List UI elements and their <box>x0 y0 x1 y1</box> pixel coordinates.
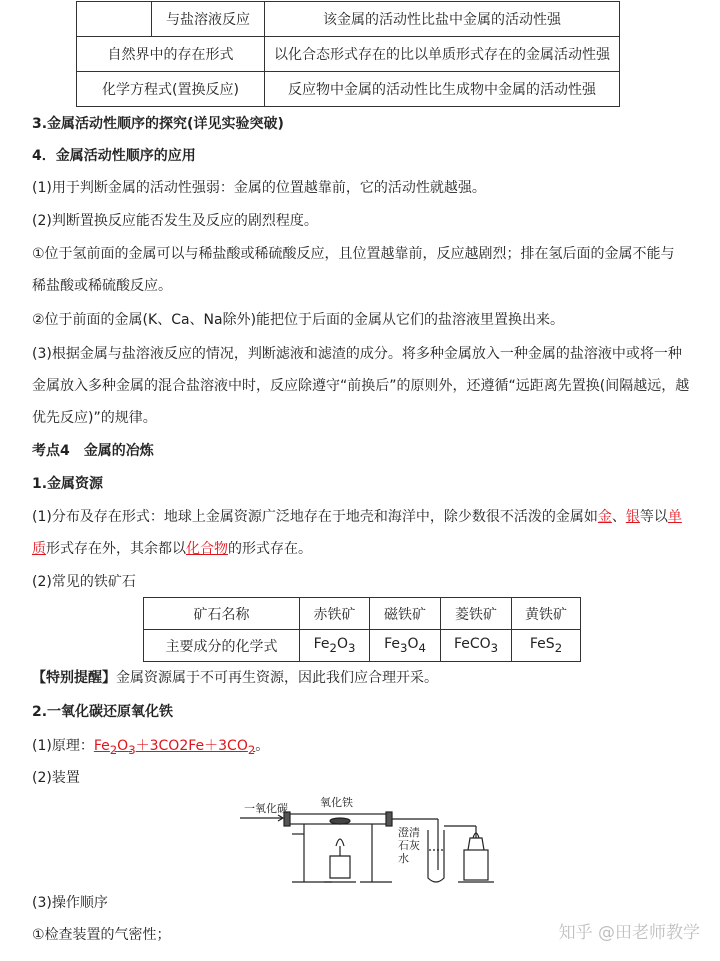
paragraph: (3)根据金属与盐溶液反应的情况，判断滤液和滤渣的成分。将多种金属放入一种金属的盐溶液中或将一种 <box>32 346 682 362</box>
table-cell: 主要成分的化学式 <box>144 630 300 662</box>
table-cell: 与盐溶液反应 <box>152 2 265 37</box>
section-heading: 考点4 金属的冶炼 <box>32 443 154 459</box>
iron-ore-table <box>143 597 581 662</box>
paragraph: 金属放入多种金属的混合盐溶液中时，反应除遵守“前换后”的原则外，还遵循“远距离先置换(间隔越远，越 <box>32 378 690 394</box>
keyword: 金 <box>597 509 612 525</box>
table-row <box>77 37 620 72</box>
paragraph: (3)操作顺序 <box>32 895 108 911</box>
paragraph: (2)判断置换反应能否发生及反应的剧烈程度。 <box>32 213 318 229</box>
formula-cell: FeCO$_3$ <box>441 630 512 662</box>
paragraph: (2)装置 <box>32 770 80 786</box>
table-header-cell: 矿石名称 <box>144 598 300 630</box>
metal-activity-table <box>76 1 620 107</box>
formula-cell: $Fe_2O_3$ <box>300 630 370 662</box>
table-cell: 自然界中的存在形式 <box>77 37 265 72</box>
iron-oxide-label: 氧化铁 <box>320 796 353 809</box>
formula-cell: FeS$_2$ <box>512 630 581 662</box>
formula-cell: $Fe_3O_4$ <box>370 630 441 662</box>
keyword: 质 <box>32 541 46 557</box>
section-heading: 3.金属活动性顺序的探究(详见实验突破) <box>32 116 284 132</box>
table-cell: 反应物中金属的活动性比生成物中金属的活动性强 <box>265 72 620 107</box>
table-header-cell: 磁铁矿 <box>370 598 441 630</box>
table-row <box>144 630 581 662</box>
section-heading: 4．金属活动性顺序的应用 <box>32 148 196 164</box>
paragraph: 质形式存在外，其余都以化合物的形式存在。 <box>32 541 312 557</box>
table-cell: 以化合态形式存在的比以单质形式存在的金属活动性强 <box>265 37 620 72</box>
table-row <box>77 2 620 37</box>
section-heading: 1.金属资源 <box>32 476 104 492</box>
section-heading: 2.一氧化碳还原氧化铁 <box>32 704 174 720</box>
table-header-cell: 菱铁矿 <box>441 598 512 630</box>
paragraph: (1)分布及存在形式：地球上金属资源广泛地存在于地壳和海洋中，除少数很不活泼的金属如金、银等以单 <box>32 509 682 525</box>
table-cell <box>77 2 152 37</box>
paragraph: ①位于氢前面的金属可以与稀盐酸或稀硫酸反应，且位置越靠前，反应越剧烈；排在氢后面的金属不能与 <box>32 246 675 262</box>
table-cell: 化学方程式(置换反应) <box>77 72 265 107</box>
table-row <box>144 598 581 630</box>
table-header-cell: 赤铁矿 <box>300 598 370 630</box>
paragraph: 优先反应)”的规律。 <box>32 410 157 426</box>
paragraph: (1)用于判断金属的活动性强弱：金属的位置越靠前，它的活动性就越强。 <box>32 180 486 196</box>
paragraph: ②位于前面的金属(K、Ca、Na除外)能把位于后面的金属从它们的盐溶液里置换出来。 <box>32 312 565 328</box>
limewater-label: 澄清石灰水 <box>398 826 420 865</box>
keyword: 银 <box>625 509 640 525</box>
equation: $Fe_2O_3+3CO2Fe+3CO_2$ <box>93 738 256 757</box>
paragraph: (2)常见的铁矿石 <box>32 574 136 590</box>
paragraph: (1)原理：$Fe_2O_3+3CO2Fe+3CO_2$。 <box>32 738 270 757</box>
table-header-cell: 黄铁矿 <box>512 598 581 630</box>
watermark: 知乎 @田老师教学 <box>558 923 700 943</box>
keyword: 化合物 <box>186 541 228 557</box>
table-cell: 该金属的活动性比盐中金属的活动性强 <box>265 2 620 37</box>
co-label: 一氧化碳 <box>244 802 288 815</box>
keyword: 单 <box>667 509 682 525</box>
paragraph: 稀盐酸或稀硫酸反应。 <box>32 278 172 294</box>
paragraph: ①检查装置的气密性； <box>32 927 171 943</box>
special-note: 【特别提醒】金属资源属于不可再生资源，因此我们应合理开采。 <box>32 670 438 686</box>
table-row <box>77 72 620 107</box>
